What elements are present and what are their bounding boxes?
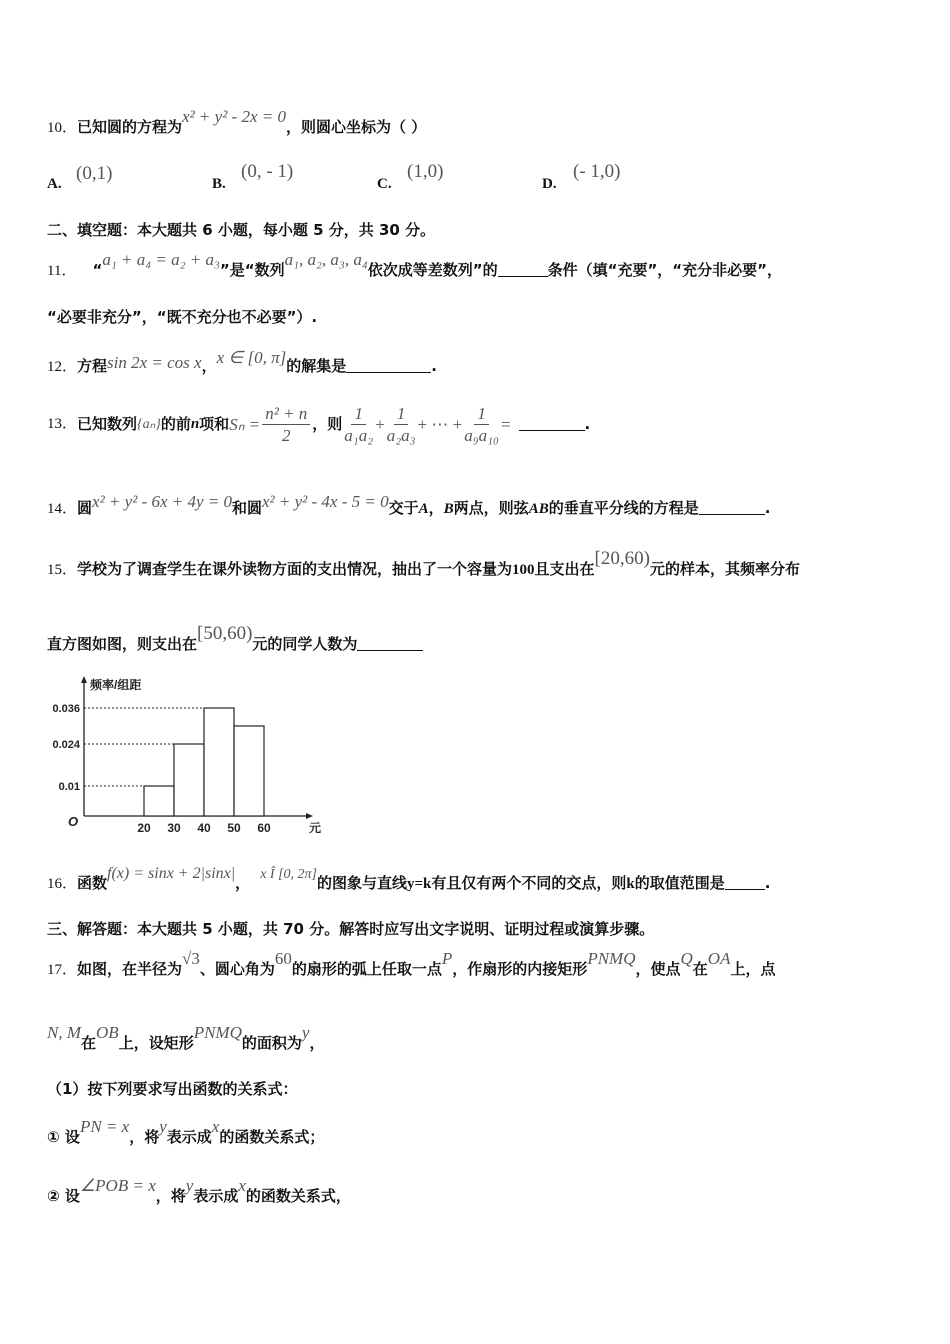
q10-stem [47,107,427,136]
sub2-text-a: ，将 [155,1187,186,1205]
q13-sum-term-3 [464,405,499,444]
question-number: 16． [47,876,78,892]
q17-text-d: ，作扇形的内接矩形 [452,960,588,978]
q15-interval-1: [20,60) [594,548,650,569]
q14-text-a: 圆 [77,499,93,517]
q11-text-c: 条件（填“充要”，“充分非必要”， [547,261,783,279]
q12-equation: sin 2x = cos x [107,353,202,372]
segment-oa: OA [707,949,731,968]
q17-text-g: 上，点 [730,960,776,978]
point-q: Q [680,949,693,968]
q17-sub1 [47,1117,325,1146]
q12-stem [47,348,437,375]
x-axis-arrow [306,813,313,819]
q12-text-b: 的解集是 [286,357,347,375]
ellipsis-plus: + ⋯ + [417,415,463,434]
option-a-label: A. [47,176,62,192]
q13-text-c: 项和 [199,415,230,433]
option-c-label: C. [377,176,392,192]
fraction-numerator: 1 [394,405,409,425]
q14-text-b: 和圆 [231,499,262,517]
q16-function: f(x) = sinx + 2|sinx| [107,865,236,882]
q11-line2: “必要非充分”，“既不充分也不必要”）. [47,308,318,326]
sub1-x: x [211,1117,220,1136]
q14-sep: ， [428,499,444,517]
sub1-equation: PN = x [79,1117,130,1136]
q16-comma: ， [235,874,251,892]
q12-domain: x ∈ [0, π] [216,348,287,367]
q16-stem [47,865,771,892]
option-d-value: (- 1,0) [573,161,621,182]
question-number: 12． [47,359,78,375]
q13-sn: Sₙ = [229,415,261,434]
answer-blank [346,360,431,373]
q11-text-b: 依次成等差数列”的 [367,261,498,279]
sub2-text-c: 的函数关系式， [245,1187,351,1205]
area-y: y [301,1023,310,1042]
histogram-bar [174,744,204,816]
q17-stem [47,949,776,978]
q13-sum-term-1 [344,405,373,444]
q14-text-c: 交于 [388,499,419,517]
q15-text-d: 直方图如图，则支出在 [47,635,198,653]
q11-equation: a₁ + a₄ = a₂ + a₃ [102,250,220,269]
y-tick-label: 0.036 [52,703,80,715]
rect-pnmq: PNMQ [587,949,636,968]
y-tick-label: 0.024 [52,739,80,751]
section-heading-fill-in: 二、填空题：本大题共 6 小题，每小题 5 分，共 30 分。 [47,221,436,239]
q13-text-a: 已知数列 [77,415,138,433]
sample-size: 100 [512,562,535,578]
q12-comma: ， [201,357,217,375]
q10-text-a: 已知圆的方程为 [77,118,183,136]
q16-domain: x Î [0, 2π] [260,867,317,882]
q16-text-d: 的取值范围是 [634,874,725,892]
param-k: k [626,876,635,892]
answer-blank [725,877,765,890]
sub1-y: y [159,1117,167,1136]
sub1-prefix: ① 设 [47,1128,80,1146]
q15-text-a: 学校为了调查学生在课外读物方面的支出情况，抽出了一个容量为 [77,560,513,578]
plus-sign: + [375,415,385,434]
q14-stem [47,492,771,517]
fraction-numerator: n² + n [262,405,310,425]
q17-text-c: 的扇形的弧上任取一点 [291,960,442,978]
rect-pnmq-2: PNMQ [193,1023,242,1042]
sub1-text-a: ，将 [129,1128,160,1146]
q14-period: . [764,499,771,517]
option-d-label: D. [542,176,557,192]
q17-line2 [47,1023,325,1052]
histogram-bar [234,726,264,816]
q16-period: . [764,874,771,892]
q10-text-b: ，则圆心坐标为（ ） [285,118,427,136]
q16-text-c: 有且仅有两个不同的交点，则 [431,874,627,892]
q13-sequence: {aₙ} [137,416,161,432]
x-axis-label: 元 [309,821,322,835]
option-a-value: (0,1) [76,163,113,184]
y-axis-arrow [81,676,87,683]
q13-stem [47,405,590,444]
q13-sum-term-2 [387,405,416,444]
fraction-denominator: 2 [281,426,291,445]
point-p: P [441,949,453,968]
central-angle: 60 [274,949,292,968]
question-number: 17． [47,962,78,978]
sub2-text-b: 表示成 [193,1187,239,1205]
histogram-bar [144,786,174,816]
chord-ab: AB [528,501,549,517]
q17-part1: （1）按下列要求写出函数的关系式： [47,1080,298,1098]
q15-text-c: 元的样本，其频率分布 [649,560,800,578]
q17-text-e: ，使点 [635,960,681,978]
x-tick-label: 30 [167,821,181,835]
q17-text-k: ， [309,1034,325,1052]
sub2-equation: ∠POB = x [79,1176,156,1195]
q16-text-a: 函数 [77,874,108,892]
q15-line2 [47,623,423,653]
fraction-denominator: a₁a₂ [344,426,374,445]
q11-text-a: ”是“数列 [219,261,285,279]
frequency-histogram [40,670,322,840]
q17-text-a: 如图，在半径为 [77,960,183,978]
option-c-value: (1,0) [407,161,444,182]
option-b-value: (0, - 1) [241,161,294,182]
point-b: B [443,501,454,517]
question-number: 10． [47,120,78,136]
x-tick-label: 40 [197,821,211,835]
q15-text-e: 元的同学人数为 [252,635,358,653]
q13-text-b: 的前 [160,415,191,433]
option-b-label: B. [212,176,226,192]
q14-text-e: 的垂直平分线的方程是 [548,499,699,517]
sub2-x: x [238,1176,246,1195]
x-tick-label: 60 [257,821,271,835]
radius: √3 [182,949,200,968]
q15-interval-2: [50,60) [197,623,253,644]
answer-blank [498,264,548,277]
sub1-text-c: 的函数关系式； [219,1128,325,1146]
q13-n: n [190,416,200,432]
point-a: A [418,501,429,517]
q17-text-j: 的面积为 [241,1034,302,1052]
answer-blank [699,502,765,515]
y-axis-label: 频率/组距 [90,678,142,692]
q12-period: . [431,357,437,375]
line-y-k: y=k [407,876,432,892]
q17-text-i: 上，设矩形 [118,1034,194,1052]
answer-blank [519,418,585,431]
fraction-denominator: a₉a₁₀ [464,426,499,445]
origin-label: O [68,814,79,829]
question-number: 13． [47,416,78,432]
section-heading-solutions: 三、解答题：本大题共 5 小题，共 70 分。解答时应写出文字说明、证明过程或演算步骤。 [47,920,655,938]
x-tick-label: 50 [227,821,241,835]
q17-text-b: 、圆心角为 [199,960,275,978]
q10-equation: x² + y² - 2x = 0 [182,107,286,126]
q11-stem [47,250,783,279]
fraction-numerator: 1 [351,405,366,425]
q12-text-a: 方程 [77,357,108,375]
x-tick-label: 20 [137,821,151,835]
q17-sub2 [47,1176,351,1205]
question-number: 11． [47,263,77,279]
sub2-y: y [185,1176,194,1195]
q14-text-d: 两点，则弦 [453,499,529,517]
q15-text-b: 且支出在 [534,560,595,578]
points-n-m: N, M [47,1023,81,1042]
q11-quote-open: “ [92,261,103,279]
sub2-prefix: ② 设 [47,1187,80,1205]
q14-circle-2: x² + y² - 4x - 5 = 0 [262,492,389,511]
q13-period: . [584,415,591,433]
answer-blank [357,638,423,651]
q13-sn-fraction [262,405,310,444]
question-number: 14． [47,501,78,517]
histogram-bar [204,708,234,816]
question-number: 15． [47,562,78,578]
q16-text-b: 的图象与直线 [316,874,407,892]
q14-circle-1: x² + y² - 6x + 4y = 0 [92,492,232,511]
segment-ob: OB [96,1023,119,1042]
q17-text-h: 在 [81,1034,97,1052]
sub1-text-b: 表示成 [166,1128,212,1146]
q15-stem [47,548,800,578]
q13-text-d: ，则 [312,415,343,433]
fraction-denominator: a₂a₃ [386,426,416,445]
fraction-numerator: 1 [474,405,489,425]
q17-text-f: 在 [692,960,708,978]
y-tick-label: 0.01 [58,781,80,793]
equals-sign: = [500,415,511,434]
q11-sequence: a₁, a₂, a₃, a₄ [284,250,368,269]
